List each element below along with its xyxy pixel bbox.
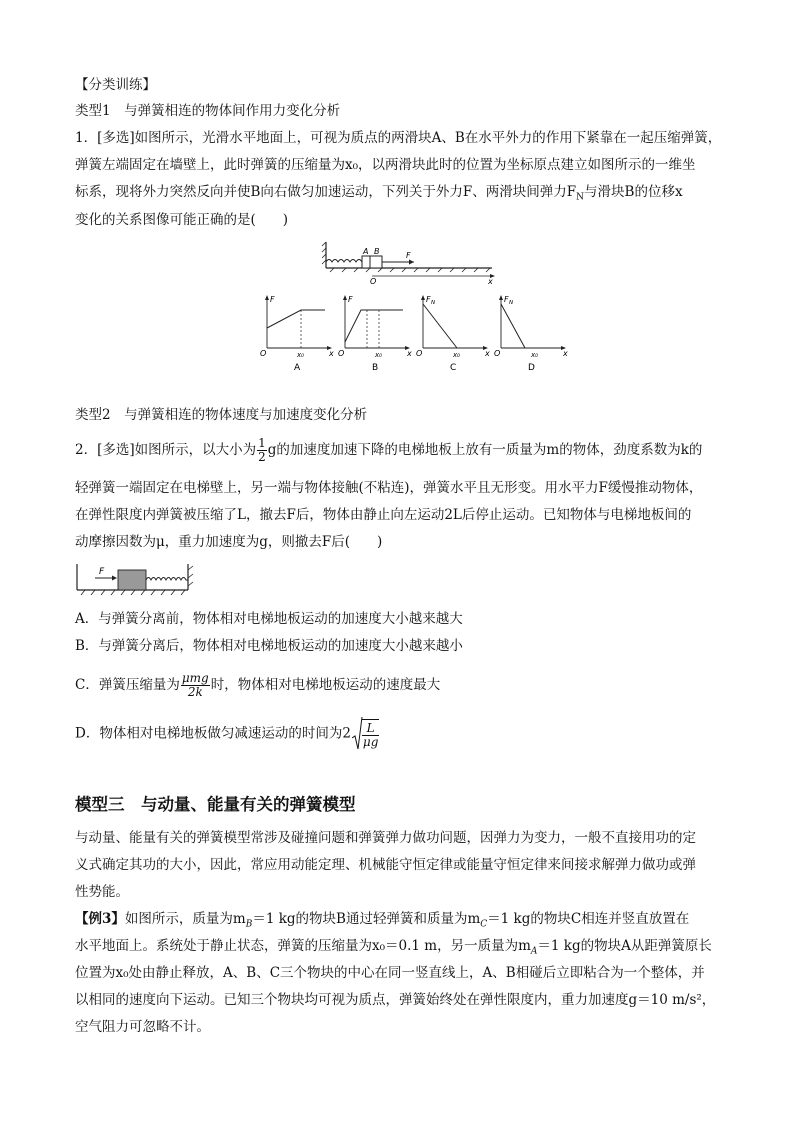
option-label: B [372, 363, 379, 373]
q1-spring-figure [320, 240, 500, 285]
section-tag: 【分类训练】 [75, 77, 156, 93]
origin-label: O [338, 349, 345, 358]
x-axis-label: x [485, 349, 490, 358]
q2-line3: 在弹性限度内弹簧被压缩了L，撤去F后，物体由静止向左运动2L后停止运动。已知物体与电梯地板间的 [75, 507, 692, 523]
model3-title: 模型三 与动量、能量有关的弹簧模型 [75, 795, 356, 814]
option-label: A [294, 363, 301, 373]
y-axis-label: F [504, 295, 509, 304]
q2-option-b: B．与弹簧分离后，物体相对电梯地板运动的加速度大小越来越小 [75, 638, 463, 654]
q2-line4: 动摩擦因数为μ，重力加速度为g，则撤去F后( ) [75, 534, 383, 550]
fraction-umg-2k: $\frac{\text{μmg}}{2k}$ [181, 671, 209, 699]
y-axis-label: F [270, 295, 275, 304]
y-axis-sub: N [431, 300, 436, 306]
q2-option-c: C．弹簧压缩量为 $\frac{\text{μmg}}{2k}$ 时，物体相对电梯地板运动的速度最大 [75, 671, 441, 699]
curve [345, 310, 403, 342]
origin-label: O [260, 349, 267, 358]
ex3-line1: 【例3】如图所示，质量为$m_B=1$ kg的物块B通过轻弹簧和质量为$m_C=1$ kg的物块C相连并竖直放置在 [75, 911, 690, 930]
label-a: A [363, 247, 369, 256]
block-a [362, 256, 370, 268]
q2-option-a: A．与弹簧分离前，物体相对电梯地板运动的加速度大小越来越大 [75, 611, 463, 627]
q2-line2: 轻弹簧一端固定在电梯壁上，另一端与物体接触(不粘连)，弹簧水平且无形变。用水平力F缓慢推动物体， [75, 480, 703, 496]
ex3-line3: 位置为x₀处由静止释放，A、B、C三个物块的中心在同一竖直线上，A、B相碰后立即粘合为一个整体，并 [75, 965, 705, 981]
force-label: F [99, 567, 105, 577]
q1-line3: 标系，现将外力突然反向并使B向右做匀加速运动，下列关于外力F、两滑块间弹力$F_N$与滑块B的位移x [75, 184, 683, 203]
q1-line4: 变化的关系图像可能正确的是( ) [75, 212, 289, 228]
x0-tick-label: x₀ [453, 351, 460, 359]
label-o: O [370, 277, 377, 286]
y-axis-sub: N [509, 300, 514, 306]
origin-label: O [494, 349, 501, 358]
label-b: B [374, 247, 380, 256]
label-f: F [406, 251, 411, 260]
q2-line1: 2．[多选]如图所示，以大小为 $\frac{1}{2}$ g的加速度加速下降的电梯地板上放有一质量为m的物体，劲度系数为k的 [75, 436, 703, 464]
x0-tick-label: x₀ [375, 351, 382, 359]
y-axis-label: F [348, 295, 353, 304]
y-axis-label: F [426, 295, 431, 304]
model3-para-line2: 义式确定其功的大小，因此，常应用动能定理、机械能守恒定律或能量守恒定律来间接求解弹力做功或弹 [75, 857, 696, 873]
ex3-line4: 以相同的速度向下运动。已知三个物块均可视为质点，弹簧始终处在弹性限度内，重力加速度g＝10 m/s²， [75, 992, 716, 1008]
spring [146, 578, 188, 581]
x-axis-label: x [563, 349, 568, 358]
ex3-line5: 空气阻力可忽略不计。 [75, 1019, 210, 1035]
fraction-one-half: $\frac{1}{2}$ [258, 436, 266, 464]
x-axis-label: x [329, 349, 334, 358]
curve [423, 304, 457, 348]
option-label: D [528, 363, 535, 373]
type1-heading: 类型1 与弹簧相连的物体间作用力变化分析 [75, 103, 341, 119]
x0-tick-label: x₀ [531, 351, 538, 359]
spring [326, 260, 362, 263]
curve [267, 310, 325, 328]
q1-line1: 1．[多选]如图所示，光滑水平地面上，可视为质点的两滑块A、B在水平外力的作用下紧靠在一起压缩弹簧， [75, 130, 722, 146]
x-axis-label: x [407, 349, 412, 358]
label-x: x [488, 277, 493, 286]
block [118, 570, 146, 590]
q2-elevator-figure [75, 562, 195, 596]
type2-heading: 类型2 与弹簧相连的物体速度与加速度变化分析 [75, 407, 368, 423]
q2-option-d: D．物体相对电梯地板做匀减速运动的时间为2 $\frac{L}{\mu g}$ [75, 716, 380, 752]
option-label: C [450, 363, 457, 373]
q1-line2: 弹簧左端固定在墙壁上，此时弹簧的压缩量为x₀，以两滑块此时的位置为坐标原点建立如图所示的一维坐 [75, 157, 696, 173]
model3-para-line3: 性势能。 [75, 884, 129, 900]
x0-tick-label: x₀ [297, 351, 304, 359]
curve [501, 304, 525, 348]
ex3-line2: 水平地面上。系统处于静止状态，弹簧的压缩量为x₀＝0.1 m，另一质量为$m_A=1$ kg的物块A从距弹簧原长 [75, 938, 712, 957]
q1-option-graphs [255, 290, 568, 375]
origin-label: O [416, 349, 423, 358]
sqrt-l-over-ug: $\frac{L}{\mu g}$ [351, 716, 380, 752]
block-b [370, 256, 382, 268]
model3-para-line1: 与动量、能量有关的弹簧模型常涉及碰撞问题和弹簧弹力做功问题，因弹力为变力，一般不直接用功的定 [75, 830, 696, 846]
